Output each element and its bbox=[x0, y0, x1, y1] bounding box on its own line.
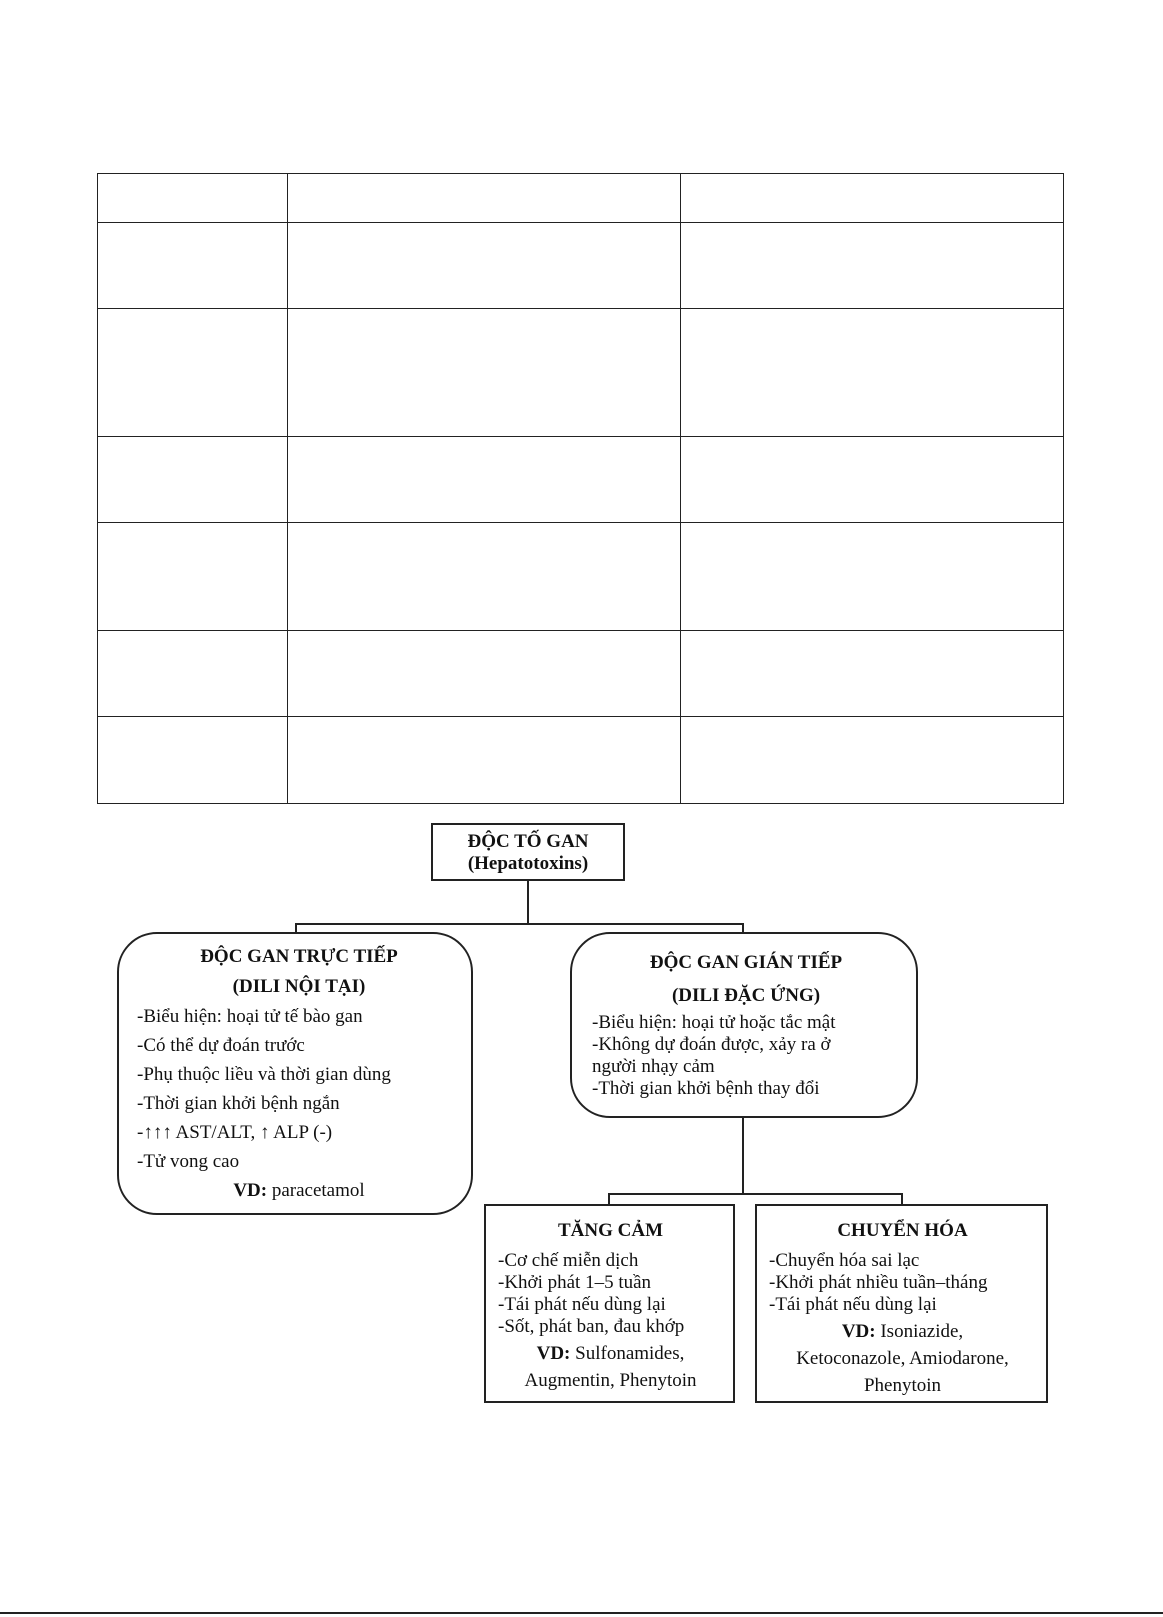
direct-title: ĐỘC GAN TRỰC TIẾP bbox=[200, 946, 398, 967]
table-cell bbox=[681, 631, 1064, 717]
table-cell bbox=[98, 717, 288, 804]
example-text: paracetamol bbox=[267, 1180, 365, 1201]
table-row bbox=[98, 437, 1064, 523]
allergy-node bbox=[484, 1204, 735, 1403]
table-cell bbox=[681, 174, 1064, 223]
example-text: Isoniazide, bbox=[875, 1321, 964, 1342]
table-cell bbox=[681, 717, 1064, 804]
table-cell bbox=[288, 631, 681, 717]
direct-item: -↑↑↑ AST/ALT, ↑ ALP (-) bbox=[137, 1122, 333, 1143]
table-row bbox=[98, 717, 1064, 804]
table-cell bbox=[288, 174, 681, 223]
direct-item: -Thời gian khởi bệnh ngắn bbox=[137, 1093, 340, 1114]
example-label: VD: bbox=[233, 1180, 268, 1201]
page-bottom-rule bbox=[0, 1612, 1163, 1614]
direct-item: -Phụ thuộc liều và thời gian dùng bbox=[137, 1064, 391, 1085]
allergy-example-line2: Augmentin, Phenytoin bbox=[524, 1370, 697, 1391]
indirect-item: -Biểu hiện: hoại tử hoặc tắc mật bbox=[592, 1012, 836, 1033]
allergy-example bbox=[498, 1343, 723, 1365]
example-label: VD: bbox=[536, 1343, 571, 1364]
root-node-hepatotoxins bbox=[431, 823, 625, 881]
metabolic-node bbox=[755, 1204, 1048, 1403]
table-row bbox=[98, 174, 1064, 223]
direct-item: -Tử vong cao bbox=[137, 1151, 240, 1172]
direct-item: -Biểu hiện: hoại tử tế bào gan bbox=[137, 1006, 363, 1027]
direct-toxicity-node bbox=[117, 932, 473, 1215]
table-cell bbox=[288, 717, 681, 804]
metabolic-title: CHUYỂN HÓA bbox=[837, 1220, 968, 1241]
direct-subtitle: (DILI NỘI TẠI) bbox=[232, 976, 366, 997]
metabolic-example bbox=[769, 1321, 1036, 1343]
table-row bbox=[98, 631, 1064, 717]
allergy-item: -Sốt, phát ban, đau khớp bbox=[498, 1316, 685, 1337]
table-cell bbox=[98, 437, 288, 523]
table-cell bbox=[681, 309, 1064, 437]
indirect-title: ĐỘC GAN GIÁN TIẾP bbox=[649, 952, 843, 973]
indirect-item: người nhạy cảm bbox=[592, 1056, 715, 1077]
example-label: VD: bbox=[841, 1321, 876, 1342]
table-row bbox=[98, 223, 1064, 309]
table-cell bbox=[288, 523, 681, 631]
table-row bbox=[98, 523, 1064, 631]
metabolic-example-line2: Ketoconazole, Amiodarone, bbox=[796, 1348, 1009, 1369]
table-cell bbox=[98, 174, 288, 223]
allergy-item: -Khởi phát 1–5 tuần bbox=[498, 1272, 652, 1293]
metabolic-item: -Tái phát nếu dùng lại bbox=[769, 1294, 937, 1315]
table-cell bbox=[681, 523, 1064, 631]
empty-table bbox=[97, 173, 1064, 804]
allergy-item: -Tái phát nếu dùng lại bbox=[498, 1294, 666, 1315]
allergy-item: -Cơ chế miễn dịch bbox=[498, 1250, 639, 1271]
direct-example bbox=[137, 1176, 461, 1206]
table-cell bbox=[288, 223, 681, 309]
table-cell bbox=[98, 223, 288, 309]
table-cell bbox=[681, 437, 1064, 523]
indirect-item: -Không dự đoán được, xảy ra ở bbox=[592, 1034, 831, 1055]
table-row bbox=[98, 309, 1064, 437]
table-cell bbox=[98, 309, 288, 437]
metabolic-example-line3: Phenytoin bbox=[863, 1375, 942, 1396]
metabolic-item: -Khởi phát nhiều tuần–tháng bbox=[769, 1272, 988, 1293]
table-cell bbox=[98, 631, 288, 717]
table-cell bbox=[681, 223, 1064, 309]
root-subtitle: (Hepatotoxins) bbox=[467, 853, 589, 874]
direct-item: -Có thể dự đoán trước bbox=[137, 1035, 305, 1056]
root-title: ĐỘC TỐ GAN bbox=[467, 831, 589, 852]
indirect-subtitle: (DILI ĐẶC ỨNG) bbox=[671, 985, 821, 1006]
metabolic-item: -Chuyển hóa sai lạc bbox=[769, 1250, 920, 1271]
table-cell bbox=[98, 523, 288, 631]
table-cell bbox=[288, 309, 681, 437]
indirect-toxicity-node bbox=[570, 932, 918, 1118]
example-text: Sulfonamides, bbox=[570, 1343, 685, 1364]
indirect-item: -Thời gian khởi bệnh thay đổi bbox=[592, 1078, 820, 1099]
allergy-title: TĂNG CẢM bbox=[557, 1220, 664, 1241]
table-cell bbox=[288, 437, 681, 523]
